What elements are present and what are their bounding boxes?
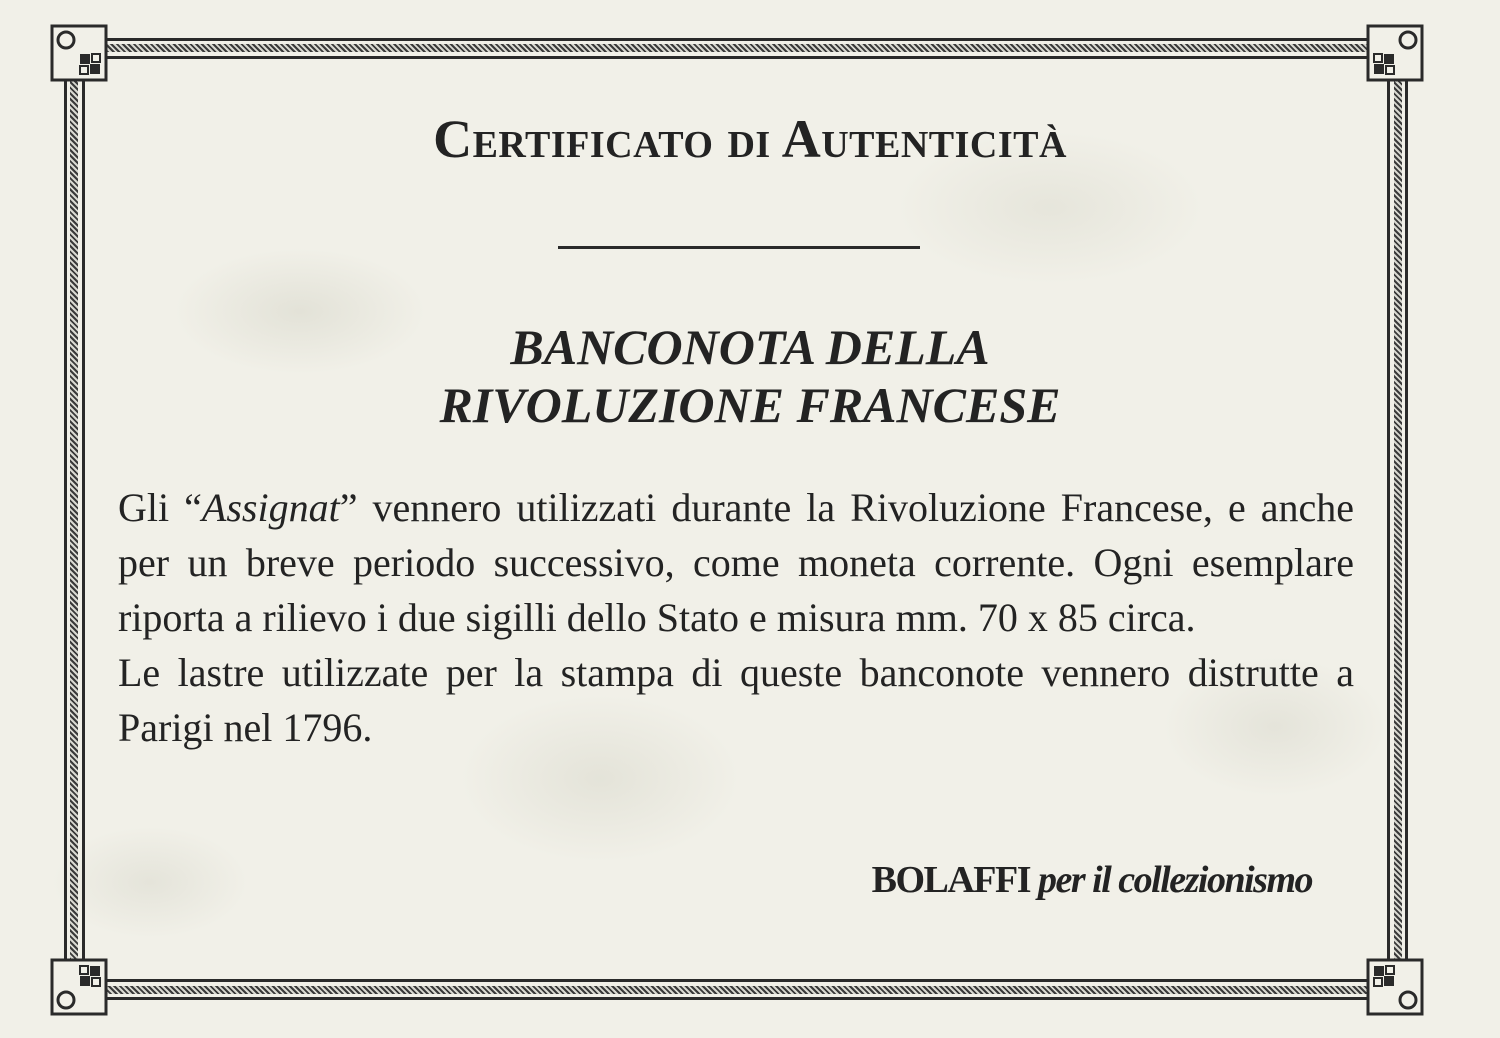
corner-ornament-top-left <box>50 24 108 82</box>
title-divider <box>558 246 920 249</box>
body-paragraph-2: Le lastre utilizzate per la stampa di queste banconote vennero distrutte a Parigi nel 1796. <box>118 650 1354 750</box>
body-paragraph-1 <box>118 480 1354 645</box>
signature-brand: BOLAFFI <box>871 859 1030 901</box>
paragraph-1-prefix: Gli “ <box>118 485 202 530</box>
assignat-term: Assignat <box>201 485 340 530</box>
paragraph-1-text: ” vennero utilizzati durante la Rivoluzione Francese, e anche per un breve periodo successivo, come moneta corrente. Ogni esemplare riporta a rilievo i due sigilli dello Stato e misura mm. 70 x 85 circa. <box>118 485 1354 640</box>
certificate-title: Certificato di Autenticità <box>433 109 1067 169</box>
subtitle-line-1: BANCONOTA DELLA <box>510 319 990 375</box>
corner-ornament-bottom-left <box>50 958 108 1016</box>
signature-tagline: per il collezionismo <box>1038 859 1312 901</box>
certificate-subtitle <box>0 318 1500 434</box>
corner-ornament-top-right <box>1366 24 1424 82</box>
corner-ornament-bottom-right <box>1366 958 1424 1016</box>
signature <box>872 858 1312 902</box>
subtitle-line-2: RIVOLUZIONE FRANCESE <box>439 377 1061 433</box>
certificate-body <box>118 480 1354 755</box>
